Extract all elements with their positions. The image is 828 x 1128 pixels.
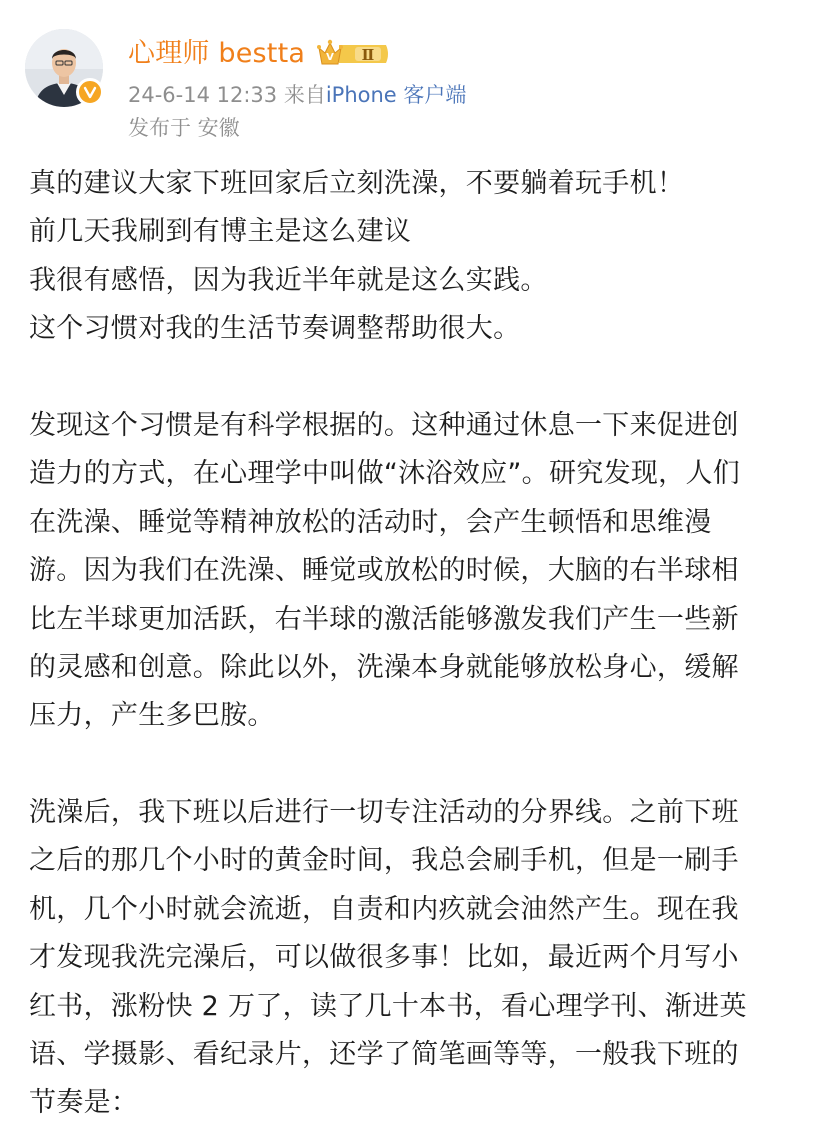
post-text-line: 在洗澡、睡觉等精神放松的活动时，会产生顿悟和思维漫 <box>29 506 712 538</box>
post-text-line: 语、学摄影、看纪录片，还学了简笔画等等，一般我下班的 <box>29 1039 739 1071</box>
svg-text:V: V <box>326 52 334 63</box>
username-row <box>128 34 391 74</box>
post-meta <box>128 80 466 110</box>
post-location: 发布于 安徽 <box>128 116 240 140</box>
post-text-line: 红书，涨粉快 2 万了，读了几十本书，看心理学刊、渐进英 <box>29 990 747 1022</box>
post-text-line: 洗澡后，我下班以后进行一切专注活动的分界线。之前下班 <box>29 797 739 829</box>
paragraph-spacer <box>29 741 809 789</box>
author-name[interactable]: 心理师 bestta <box>128 38 306 69</box>
post-text-line: 节奏是： <box>29 1087 139 1119</box>
post-text-line: 发现这个习惯是有科学根据的。这种通过休息一下来促进创 <box>29 409 739 441</box>
post-text-line: 比左半球更加活跃，右半球的激活能够激发我们产生一些新 <box>29 603 739 635</box>
post-text-line: 之后的那几个小时的黄金时间，我总会刷手机，但是一刷手 <box>29 845 739 877</box>
verified-v-badge-icon <box>76 78 104 106</box>
post-text-line: 才发现我洗完澡后，可以做很多事！比如，最近两个月写小 <box>29 942 739 974</box>
post-timestamp: 24-6-14 12:33 <box>128 83 278 107</box>
post-text-line: 前几天我刷到有博主是这么建议 <box>29 216 412 248</box>
post-text-line: 造力的方式，在心理学中叫做“沐浴效应”。研究发现，人们 <box>29 458 741 490</box>
post-text-line: 游。因为我们在洗澡、睡觉或放松的时候，大脑的右半球相 <box>29 555 739 587</box>
post-source-link[interactable]: iPhone 客户端 <box>325 83 467 107</box>
vip-level: Ⅱ <box>361 46 375 64</box>
post-header <box>0 0 828 150</box>
post-text-line: 机，几个小时就会流逝，自责和内疚就会油然产生。现在我 <box>29 893 739 925</box>
post-content <box>29 160 809 1128</box>
vip-level-crown-icon[interactable] <box>315 36 391 72</box>
post-text-line: 的灵感和创意。除此以外，洗澡本身就能够放松身心，缓解 <box>29 651 739 683</box>
source-prefix: 来自 <box>283 83 326 107</box>
post-text-line: 我很有感悟，因为我近半年就是这么实践。 <box>29 264 548 296</box>
post-text-line: 这个习惯对我的生活节奏调整帮助很大。 <box>29 313 521 345</box>
post-text-line: 真的建议大家下班回家后立刻洗澡，不要躺着玩手机！ <box>29 168 685 199</box>
post-text-line: 压力，产生多巴胺。 <box>29 700 275 732</box>
paragraph-spacer <box>29 354 809 402</box>
